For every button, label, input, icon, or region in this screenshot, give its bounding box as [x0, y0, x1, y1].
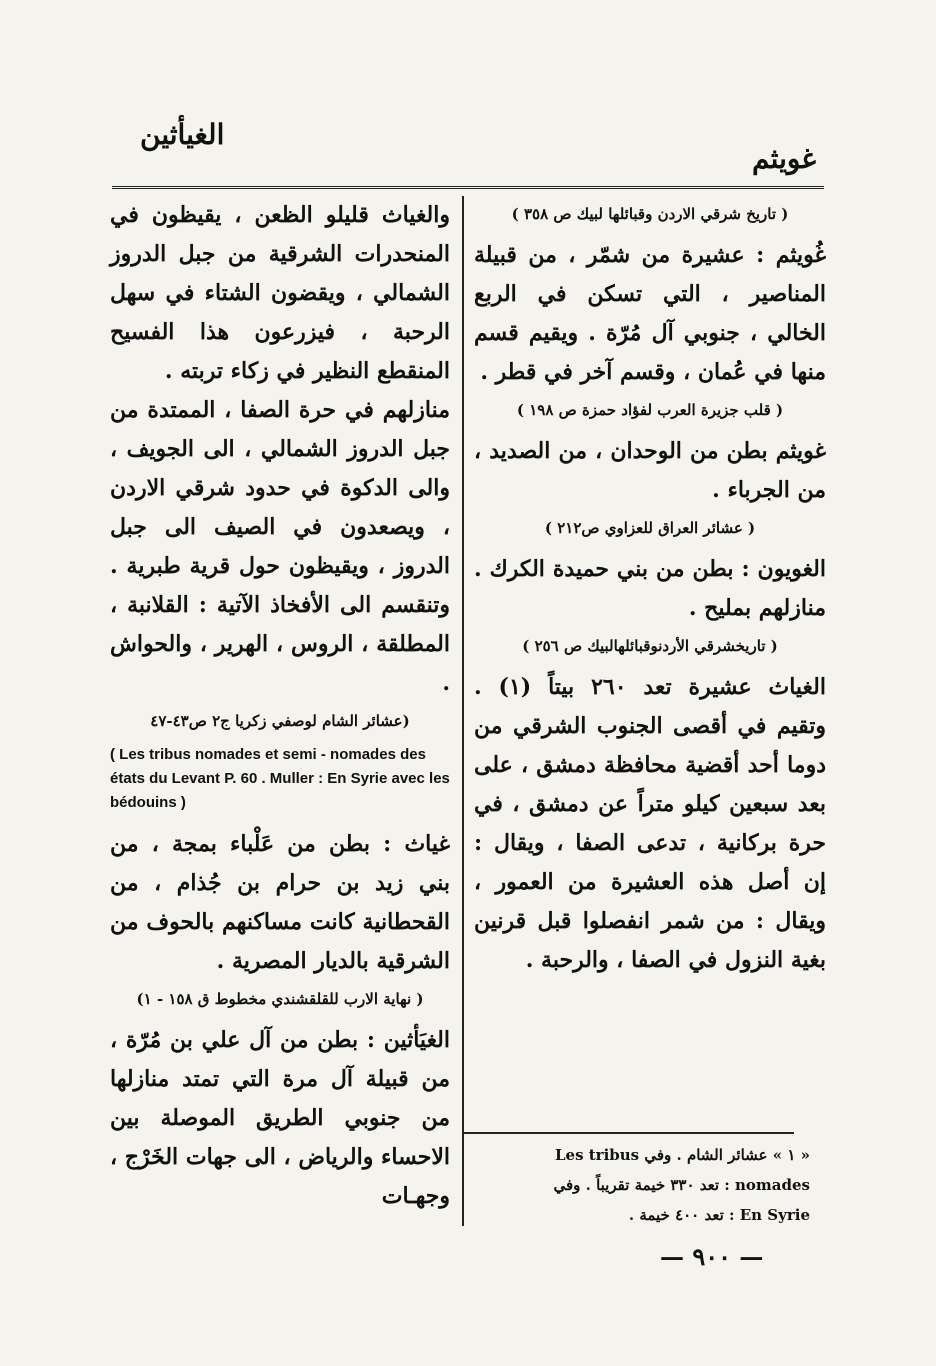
footnote-rule: [464, 1132, 794, 1134]
running-header-right: غويثم: [752, 142, 816, 175]
footnote-line: « ١ » عشائر الشام . وفي Les tribus: [555, 1146, 810, 1164]
entry-paragraph: منازلهم في حرة الصفا ، الممتدة من جبل الدروز الشمالي ، الى الجويف ، والى الدكوة في حدود شرقي الاردن ، ويصعدون في الصيف الى جبل الدروز ، ويقيظون حول قرية طبرية . وتنقسم الى الأفخاذ الآتية : القلانبة ، المطلقة ، الروس ، الهرير ، والحواش .: [110, 397, 450, 696]
entry-paragraph: والغياث قليلو الظعن ، يقيظون في المنحدرات الشرقية من جبل الدروز الشمالي ، ويقضون الشتاء في سهل الرحبة ، فيزرعون هذا الفسيح المنقطع النظير في زكاء تربته .: [110, 202, 450, 384]
source-citation: ( تاريخ شرقي الاردن وقبائلها لبيك ص ٣٥٨ ): [511, 205, 789, 223]
footnote-line: En Syrie : تعد ٤٠٠ خيمة .: [628, 1206, 810, 1224]
entry-paragraph: الغيَأثين : بطن من آل علي بن مُرّة ، من قبيلة آل مرة التي تمتد منازلها من جنوبي الطريق الموصلة بين الاحساء والرياض ، الى جهات الخَرْج ، وجهـات: [110, 1027, 450, 1209]
right-column: [474, 196, 826, 980]
source-citation: ( تاريخشرقي الأردنوقبائلهالبيك ص ٢٥٦ ): [522, 637, 778, 655]
entry-paragraph: الغويون : بطن من بني حميدة الكرك . منازلهم بمليح .: [474, 556, 826, 621]
entry-paragraph: غياث : بطن من عَلْباء بمجة ، من بني زيد بن حرام بن جُذام ، من القحطانية كانت مساكنهم بالحوف من الشرقية بالديار المصرية .: [110, 831, 450, 974]
source-citation: ( عشائر العراق للعزاوي ص٢١٢ ): [544, 519, 756, 537]
latin-citation: ( Les tribus nomades et semi - nomades des états du Levant P. 60 . Muller : En Syrie avec les bédouins ): [110, 746, 450, 811]
column-divider: [462, 196, 464, 1226]
footnote: [470, 1140, 810, 1230]
footnote-line: nomades : تعد ٣٣٠ خيمة تقريباً . وفي: [553, 1176, 810, 1194]
source-citation: ( قلب جزيرة العرب لفؤاد حمزة ص ١٩٨ ): [516, 401, 784, 419]
left-column: [110, 196, 450, 1216]
page-number: — ٩٠٠ —: [660, 1242, 764, 1271]
source-citation: ( نهاية الارب للقلقشندي مخطوط ق ١٥٨ - ١): [136, 990, 424, 1008]
entry-paragraph: غويثم بطن من الوحدان ، من الصديد ، من الجرباء .: [474, 438, 826, 503]
running-header-left: الغيأثين: [140, 118, 225, 151]
header-rule: [112, 186, 824, 191]
entry-paragraph: غُويثم : عشيرة من شمّر ، من قبيلة المناصير ، التي تسكن في الربع الخالي ، جنوبي آل مُرّة . ويقيم قسم منها في عُمان ، وقسم آخر في قطر .: [474, 242, 826, 385]
source-citation: (عشائر الشام لوصفي زكريا ج٢ ص٤٣-٤٧: [150, 712, 410, 730]
entry-paragraph: الغياث عشيرة تعد ٢٦٠ بيتاً (١) . وتقيم في أقصى الجنوب الشرقي من دوما أحد أقضية محافظة دمشق ، على بعد سبعين كيلو متراً عن دمشق ، في حرة بركانية ، تدعى الصفا ، ويقال : إن أصل هذه العشيرة من العمور ، ويقال : من شمر انفصلوا قبل قرنين بغية النزول في الصفا ، والرحبة .: [474, 674, 826, 973]
